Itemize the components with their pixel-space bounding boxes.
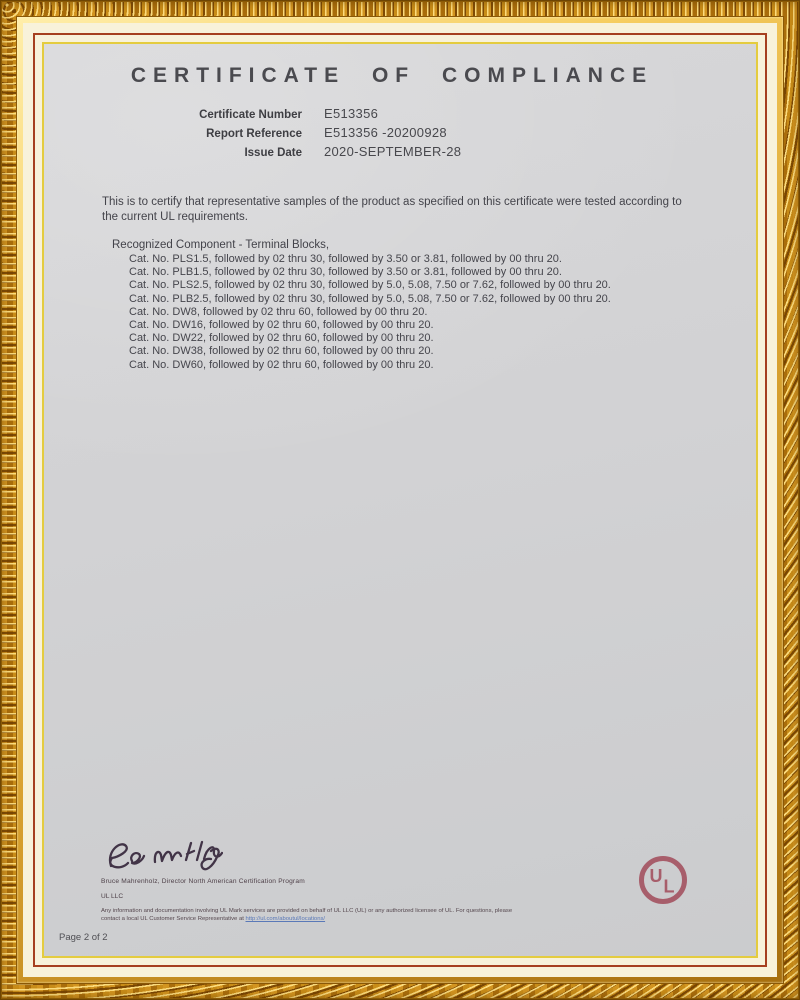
company-name: UL LLC [101,893,124,900]
issue-date-label: Issue Date [244,147,302,159]
catalog-number-list [129,253,611,372]
signer-name-title: Bruce Mahrenholz, Director North American Certification Program [101,878,305,885]
page-number: Page 2 of 2 [59,932,108,943]
catalog-item: Cat. No. PLS2.5, followed by 02 thru 30, followed by 5.0, 5.08, 7.50 or 7.62, followed by 00 thru 20. [129,279,611,292]
certificate-number-label: Certificate Number [199,109,302,121]
handwritten-signature [101,838,223,876]
catalog-item: Cat. No. PLB1.5, followed by 02 thru 30, followed by 3.50 or 3.81, followed by 00 thru 20. [129,266,562,279]
svg-text:U: U [649,866,663,886]
disclaimer-line2: contact a local UL Customer Service Representative at [101,916,246,922]
frame-gold-band [16,16,784,984]
frame-red-line [33,33,767,967]
page-title: CERTIFICATE OF COMPLIANCE [130,64,654,87]
report-reference-value: E513356 -20200928 [324,125,447,140]
ul-mark-icon [638,855,688,905]
svg-text:L: L [663,876,675,897]
certificate-page [44,44,756,956]
catalog-item: Cat. No. PLB2.5, followed by 02 thru 30, followed by 5.0, 5.08, 7.50 or 7.62, followed by 00 thru 20. [129,292,611,305]
catalog-item: Cat. No. PLS1.5, followed by 02 thru 30, followed by 3.50 or 3.81, followed by 00 thru 20. [129,253,562,265]
disclaimer-line1: Any information and documentation involving UL Mark services are provided on behalf of UL LLC (UL) or any authorized licensee of UL. For questions, please [101,908,513,914]
ul-locations-link: http://ul.com/aboutul/locations/ [245,916,326,922]
catalog-item: Cat. No. DW16, followed by 02 thru 60, followed by 00 thru 20. [129,319,434,332]
frame-yellow-line [42,42,758,958]
disclaimer-text [101,907,631,923]
certificate-number-value: E513356 [324,106,379,121]
frame-cream-mat [23,23,777,977]
certificate-fields [86,106,461,159]
report-reference-label: Report Reference [206,128,302,140]
catalog-item: Cat. No. DW8, followed by 02 thru 60, followed by 00 thru 20. [129,305,428,318]
catalog-item: Cat. No. DW22, followed by 02 thru 60, followed by 00 thru 20. [129,332,434,345]
recognized-component-heading: Recognized Component - Terminal Blocks, [112,239,330,251]
catalog-item: Cat. No. DW38, followed by 02 thru 60, followed by 00 thru 20. [129,345,434,358]
issue-date-value: 2020-SEPTEMBER-28 [324,144,462,159]
catalog-item: Cat. No. DW60, followed by 02 thru 60, followed by 00 thru 20. [129,358,434,371]
certification-statement: This is to certify that representative samples of the product as specified on this certificate were tested according to the current UL requirements. [102,196,682,223]
frame-inner-mat [35,35,765,965]
signature-block [101,838,631,923]
